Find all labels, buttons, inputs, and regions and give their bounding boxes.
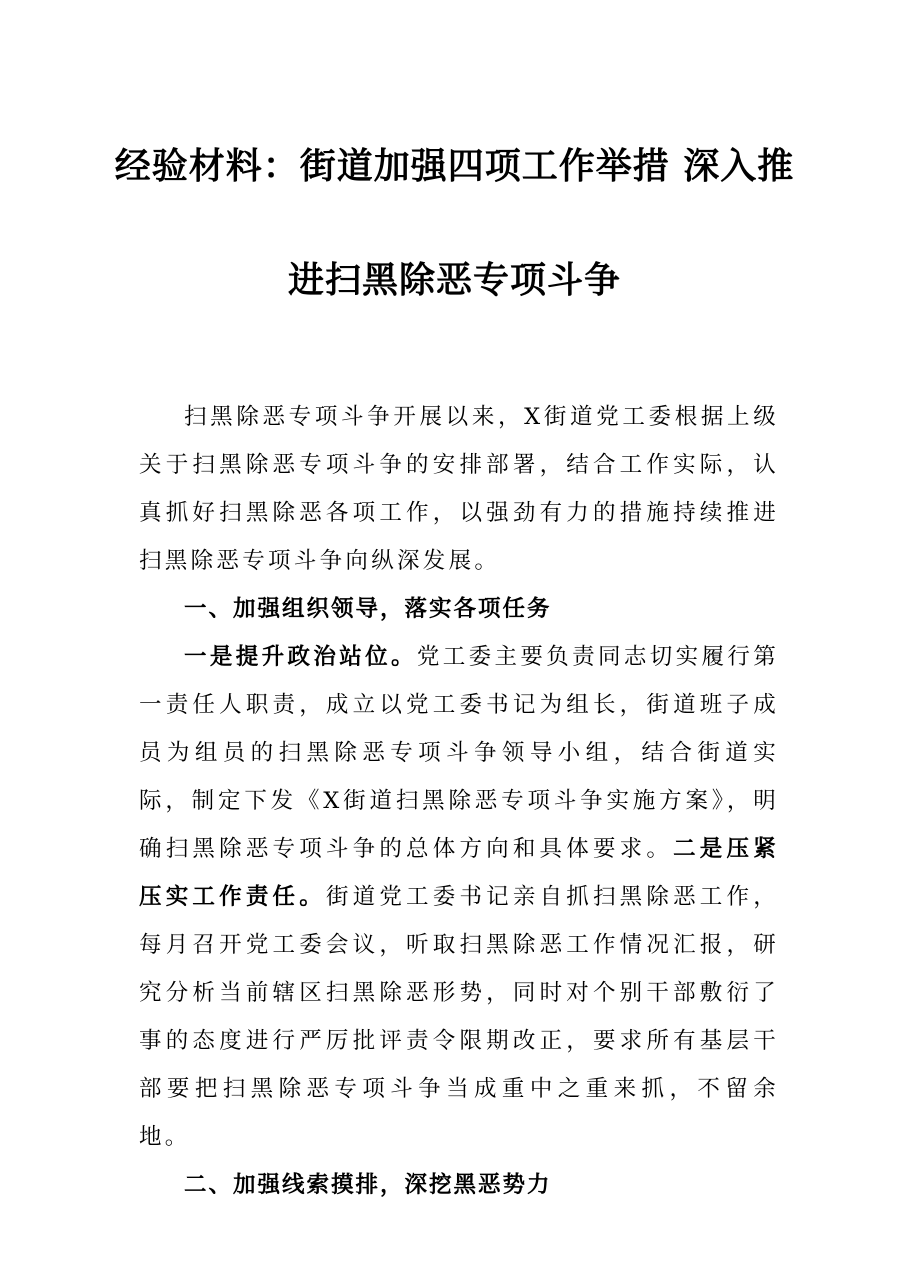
point-1-text: 党工委主要负责同志切实履行第一责任人职责，成立以党工委书记为组长，街道班子成员为组员的扫黑除恶专项斗争领导小组，结合街道实际，制定下发《X街道扫黑除恶专项斗争实施方案》，明确扫黑除恶专项斗争的总体方向和具体要求。 xyxy=(139,644,780,862)
point-2-lead: 二是压紧压实工作责任。 xyxy=(139,836,779,910)
document-title-line-1: 经验材料：街道加强四项工作举措 深入推 xyxy=(114,145,795,187)
point-2-text: 街道党工委书记亲自抓扫黑除恶工作，每月召开党工委会议，听取扫黑除恶工作情况汇报，研究分析当前辖区扫黑除恶形势，同时对个别干部敷衍了事的态度进行严厉批评责令限期改正，要求所有基层干部要把扫黑除恶专项斗争当成重中之重来抓，不留余地。 xyxy=(139,884,779,1150)
section-1-heading: 一、加强组织领导，落实各项任务 xyxy=(184,596,552,622)
section-2-heading: 二、加强线索摸排，深挖黑恶势力 xyxy=(184,1172,552,1198)
intro-paragraph: 扫黑除恶专项斗争开展以来，X街道党工委根据上级关于扫黑除恶专项斗争的安排部署，结合工作实际，认真抓好扫黑除恶各项工作，以强劲有力的措施持续推进扫黑除恶专项斗争向纵深发展。 xyxy=(139,404,779,574)
point-1-lead: 一是提升政治站位。 xyxy=(184,644,417,670)
document-title-line-2: 进扫黑除恶专项斗争 xyxy=(287,259,621,301)
section-1-paragraph xyxy=(139,633,779,1161)
document-body xyxy=(139,393,779,1209)
